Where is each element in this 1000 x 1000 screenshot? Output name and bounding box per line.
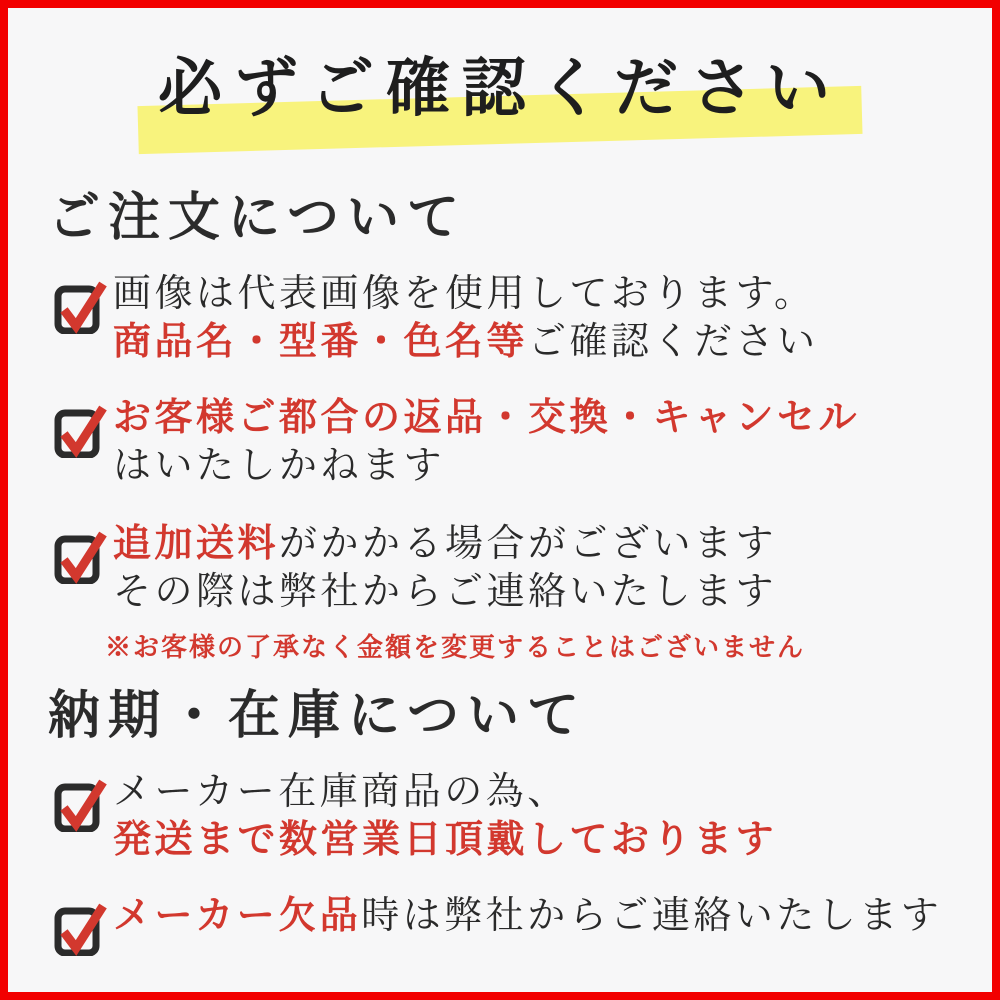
item-text-emphasis: お客様ご都合の返品・交換・キャンセル xyxy=(113,397,861,439)
checklist-item-maker-shortage xyxy=(53,892,942,956)
checklist-item-representative-image xyxy=(53,270,819,367)
item-text-block xyxy=(113,394,860,491)
section-heading-stock: 納期・在庫について xyxy=(48,688,587,745)
item-text: ご確認ください xyxy=(528,321,819,364)
page-title: 必ずご確認ください xyxy=(158,53,842,124)
item-text-emphasis: メーカー欠品 xyxy=(113,895,362,937)
checkbox-checked-icon xyxy=(53,396,107,458)
item-text: 画像は代表画像を使用しております。 xyxy=(113,273,816,315)
item-text-emphasis: 商品名・型番・色名等 xyxy=(113,321,529,364)
item-text-block xyxy=(105,520,806,664)
item-text-emphasis: 発送まで数営業日頂戴しております xyxy=(113,819,778,862)
item-text: 時は弊社からご連絡いたします xyxy=(361,895,943,937)
checkbox-checked-icon xyxy=(53,272,107,334)
item-text-emphasis: 追加送料 xyxy=(113,523,280,565)
item-text-block xyxy=(113,892,942,940)
item-text: はいたしかねます xyxy=(113,445,446,488)
item-text: メーカー在庫商品の為、 xyxy=(113,771,569,813)
checklist-item-no-returns xyxy=(53,394,860,491)
item-text: がかかる場合がございます xyxy=(279,523,778,565)
item-text-block xyxy=(113,768,777,865)
item-footnote: ※お客様の了承なく金額を変更することはございません xyxy=(105,632,806,662)
item-text-block xyxy=(113,270,819,367)
checkbox-checked-icon xyxy=(53,894,107,956)
banner xyxy=(8,44,992,134)
checklist-item-extra-shipping xyxy=(53,520,805,664)
item-text: その際は弊社からご連絡いたします xyxy=(113,571,778,614)
section-heading-order: ご注文について xyxy=(48,190,467,247)
checkbox-checked-icon xyxy=(53,522,107,584)
checkbox-checked-icon xyxy=(53,770,107,832)
checklist-item-maker-stock xyxy=(53,768,777,865)
